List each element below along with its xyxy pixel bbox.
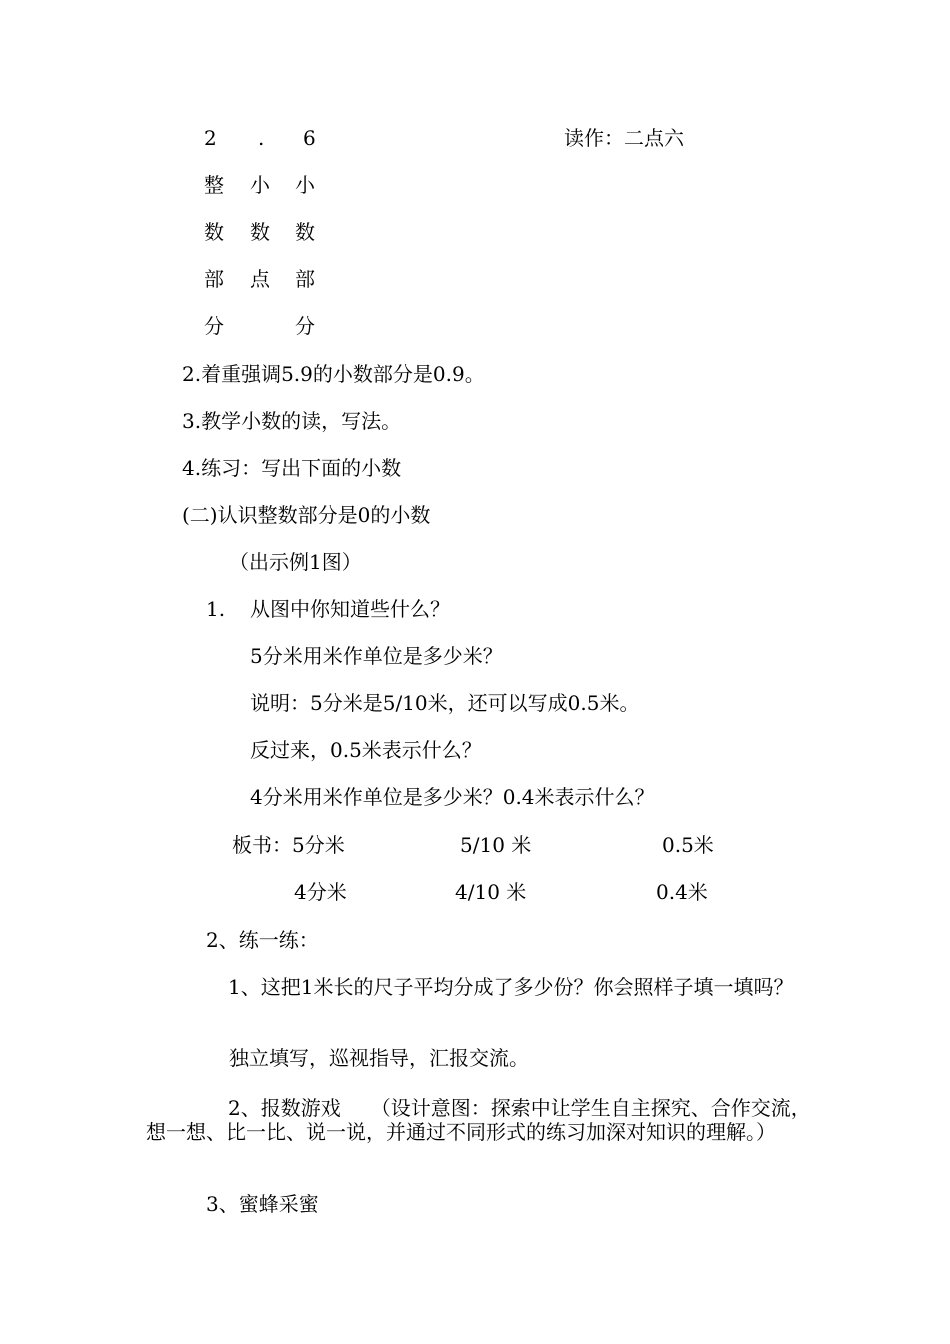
col-whole-char: 部 <box>204 267 224 291</box>
board-cell: 5/10 米 <box>460 833 532 857</box>
practice-heading: 2、练一练： <box>206 928 319 952</box>
col-point-char: 数 <box>250 220 270 244</box>
board-cell: 4分米 <box>294 880 347 904</box>
reading-text: 读作：二点六 <box>564 126 684 150</box>
col-point-char: 小 <box>250 173 270 197</box>
practice-item-2: 2、报数游戏 （设计意图：探索中让学生自主探究、合作交流，想一想、比一比、说一说，并通过不同形式的练习加深对知识的理解。） <box>146 1096 811 1144</box>
board-cell: 板书：5分米 <box>232 833 345 857</box>
practice-item-1: 1、这把1米长的尺子平均分成了多少份？你会照样子填一填吗？ <box>228 975 794 999</box>
col-fraction-char: 数 <box>295 220 315 244</box>
col-whole-char: 分 <box>204 314 224 338</box>
col-fraction-char: 分 <box>295 314 315 338</box>
list-number: 1. <box>206 597 226 621</box>
digit-whole: 2 <box>204 126 217 150</box>
line-practice: 4.练习：写出下面的小数 <box>182 456 402 480</box>
digit-point: . <box>258 126 265 150</box>
col-whole-char: 整 <box>204 173 224 197</box>
col-fraction-char: 部 <box>295 267 315 291</box>
board-cell: 0.4米 <box>656 880 708 904</box>
col-whole-char: 数 <box>204 220 224 244</box>
board-cell: 4/10 米 <box>455 880 527 904</box>
digit-fraction: 6 <box>303 126 316 150</box>
col-point-char: 点 <box>250 267 270 291</box>
practice-item-1-note: 独立填写，巡视指导，汇报交流。 <box>229 1046 529 1070</box>
line-question: 反过来，0.5米表示什么？ <box>250 738 482 762</box>
line-teach-read-write: 3.教学小数的读，写法。 <box>182 409 402 433</box>
line-emphasis: 2.着重强调5.9的小数部分是0.9。 <box>182 362 485 386</box>
line-question: 从图中你知道些什么？ <box>250 597 450 621</box>
line-question: 4分米用米作单位是多少米？0.4米表示什么？ <box>250 785 655 809</box>
line-question: 5分米用米作单位是多少米？ <box>250 644 503 668</box>
board-cell: 0.5米 <box>662 833 714 857</box>
practice-item-3: 3、蜜蜂采蜜 <box>206 1192 319 1216</box>
line-explanation: 说明：5分米是5/10米，还可以写成0.5米。 <box>250 691 640 715</box>
col-fraction-char: 小 <box>295 173 315 197</box>
section-heading: (二)认识整数部分是0的小数 <box>182 503 431 527</box>
line-show-example: （出示例1图） <box>229 550 362 574</box>
